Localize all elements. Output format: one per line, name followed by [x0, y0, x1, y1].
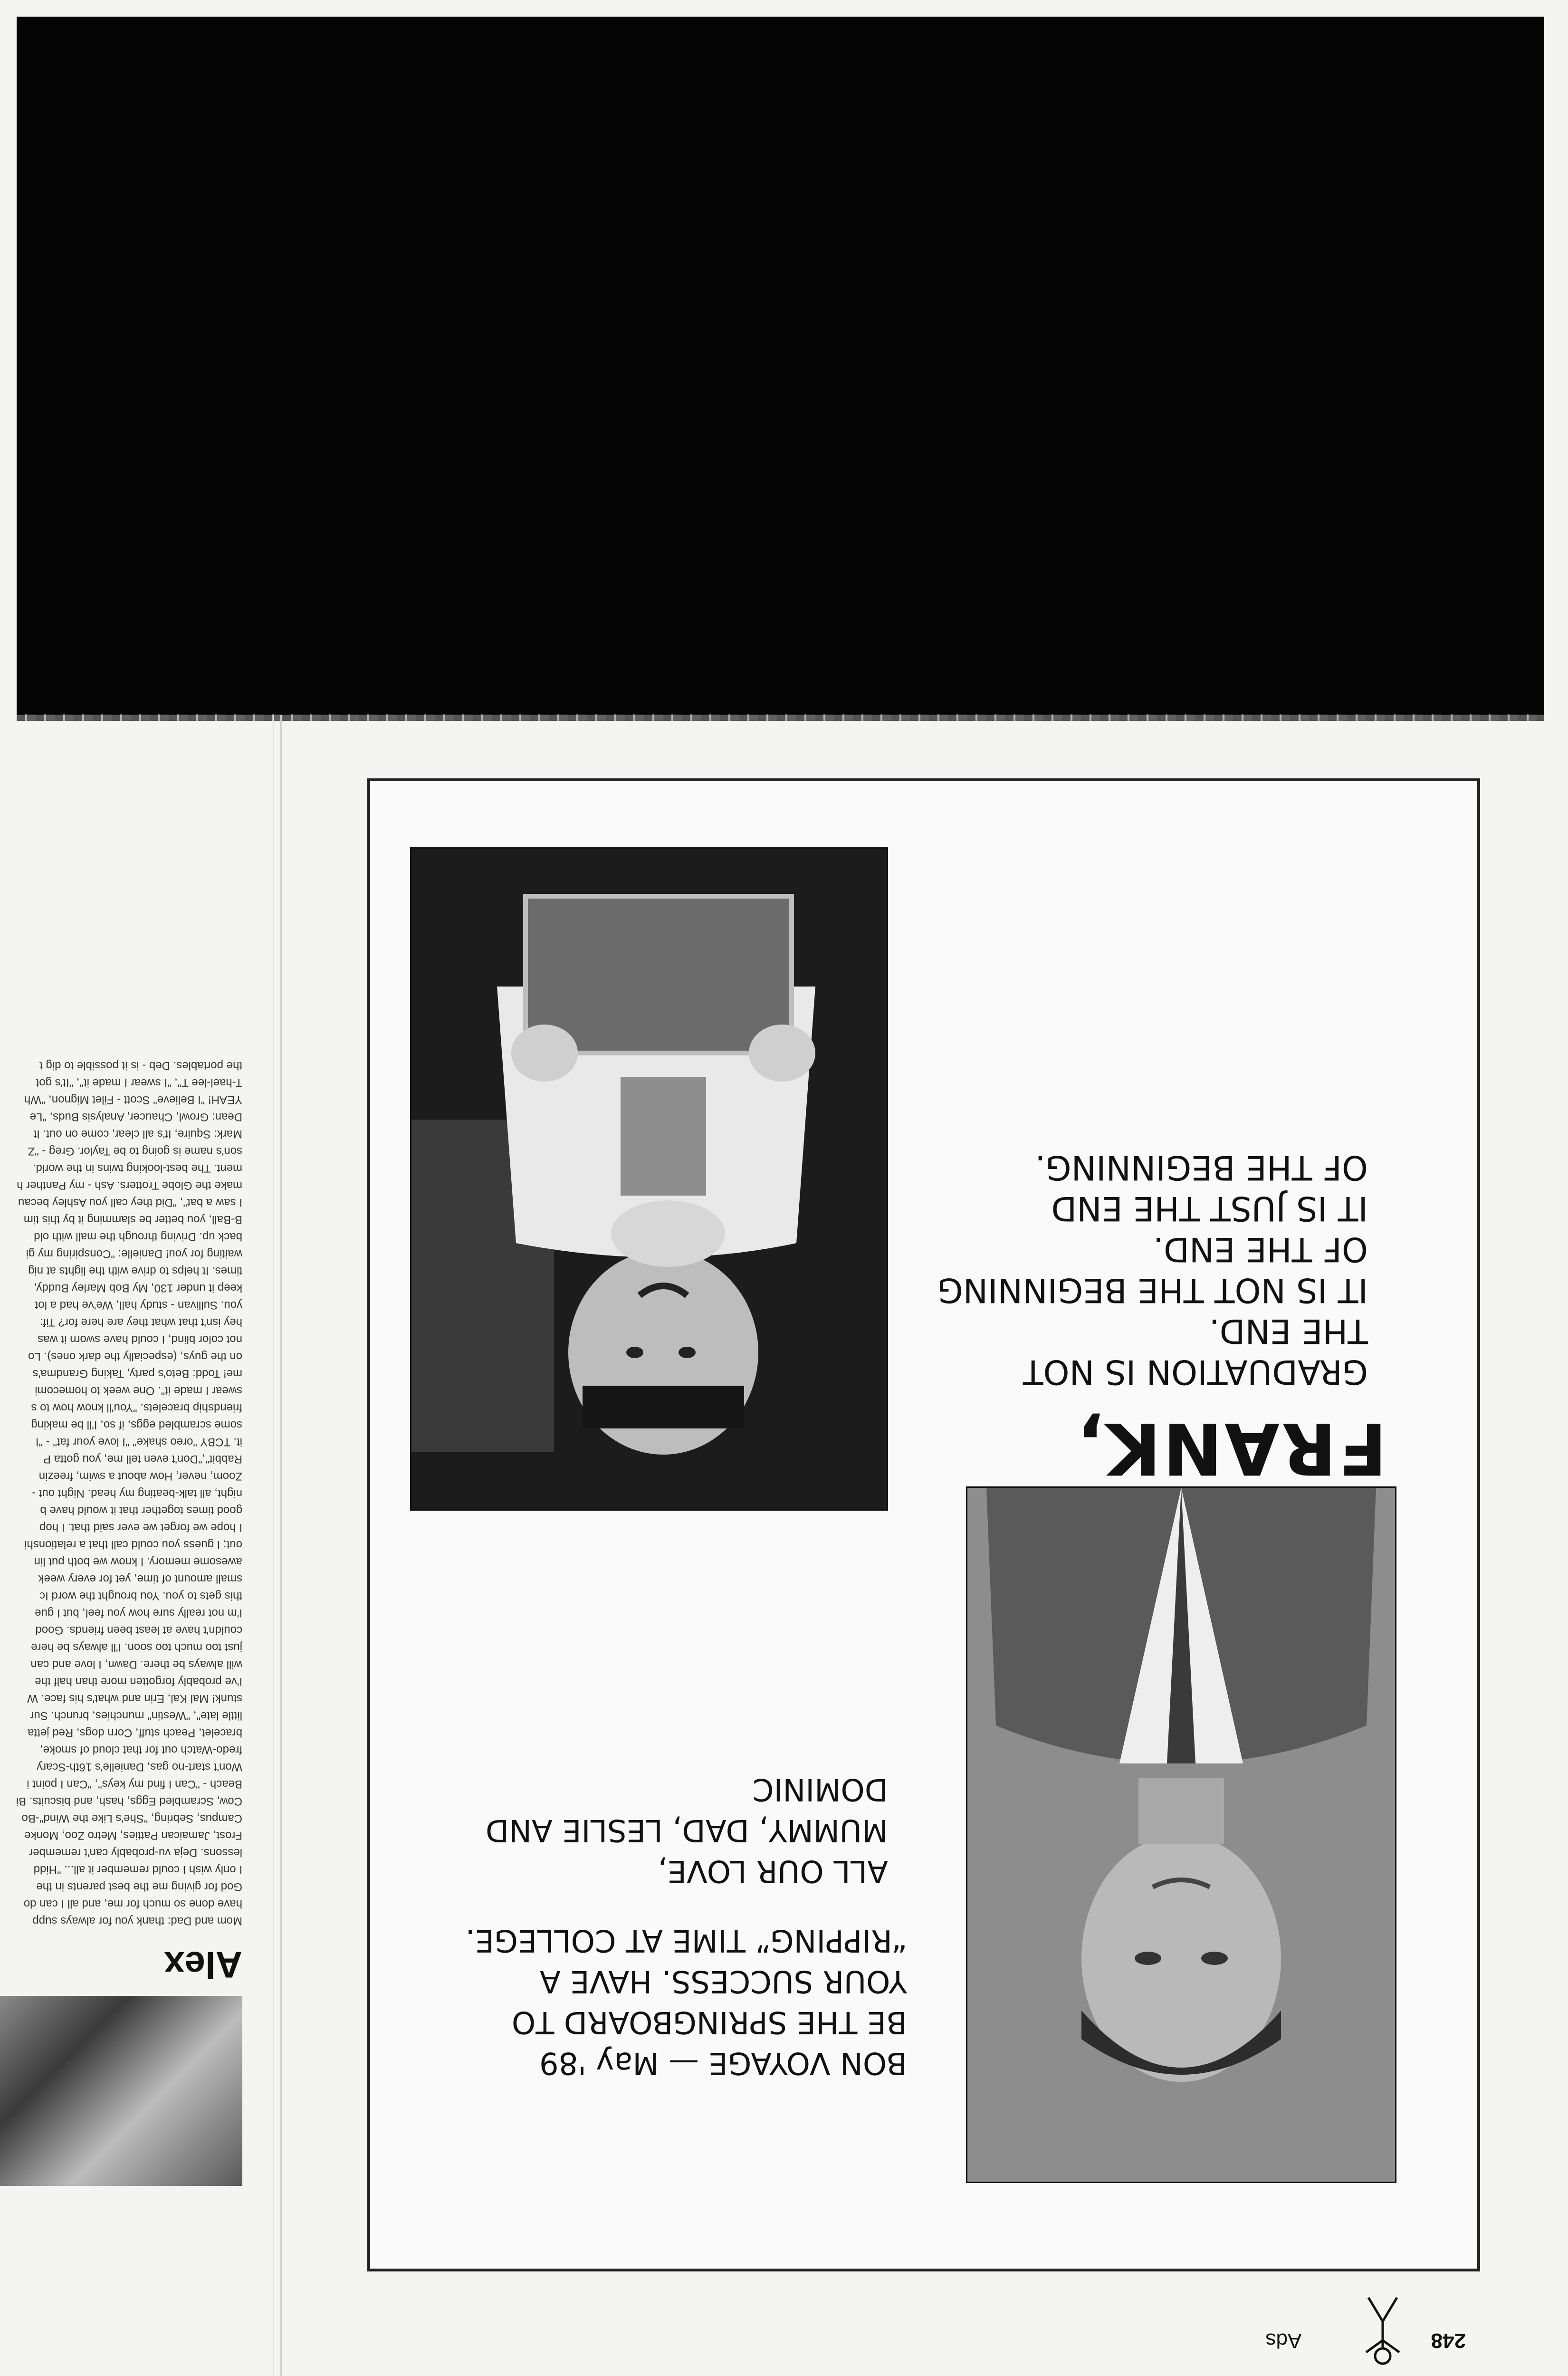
signature-line: ALL OUR LOVE,: [658, 1853, 888, 1888]
text-line: I only wish I could remember it all... "Hidd: [33, 1863, 242, 1876]
text-line: son's name is going to be Taylor. Greg - "Z: [28, 1145, 242, 1158]
text-line: fredo-Watch out for that cloud of smoke,: [40, 1744, 242, 1756]
text-line: bracelet, Peach stuff, Corn dogs, Red jetta: [28, 1726, 242, 1739]
text-line: you. Sullivan - study hall, We've had a lot: [35, 1299, 242, 1312]
text-line: me! Todd: Beto's party, Taking Grandma's: [32, 1367, 242, 1380]
text-line: I've probably forgotten more than half the: [35, 1675, 242, 1688]
adjacent-page-title: Alex: [164, 1944, 242, 1986]
text-line: God for giving me the best parents in the: [36, 1880, 242, 1893]
text-line: make the Globe Trotters. Ash - my Panther h: [17, 1179, 242, 1192]
text-line: small amount of time, yet for every week: [38, 1572, 242, 1585]
text-line: keep it under 130, My Bob Marley Buddy,: [34, 1282, 242, 1294]
text-line: Mark: Squire, It's all clear, come on out. It: [33, 1128, 242, 1140]
ad-recipient-name: FRANK,: [1075, 1407, 1387, 1489]
text-line: it. TCBY "oreo shake" "I love your fat" - "I: [35, 1436, 242, 1448]
text-line: out; I guess you could call that a relationshi: [24, 1538, 242, 1551]
text-line: Rabbit","Don't even tell me, you gotta P: [43, 1453, 242, 1466]
text-line: YEAH! "I Believe" Scott - Filet Mignon, "Wh: [24, 1093, 242, 1106]
text-line: have done so much for me, and all I can do: [23, 1897, 242, 1910]
text-line: some scrambled eggs, if so, I'll be making: [31, 1418, 242, 1431]
graduation-line: IT IS NOT THE BEGINNING: [937, 1271, 1368, 1310]
graduate-portrait: [966, 1486, 1396, 2183]
graduation-line: GRADUATION IS NOT: [1023, 1352, 1368, 1391]
message-line: BON VOYAGE — May '89: [539, 2045, 907, 2080]
adjacent-page-photo: [0, 1996, 242, 2186]
text-line: back up. Driving through the mall with old: [34, 1230, 242, 1243]
graduation-line: THE END.: [1209, 1312, 1368, 1351]
ad-message: [403, 1769, 907, 2083]
text-line: I saw a bat", "Did they call you Ashley becau: [18, 1196, 242, 1209]
message-line: “RIPPING” TIME AT COLLEGE.: [465, 1923, 907, 1958]
text-line: Mom and Dad: thank you for always supp: [32, 1915, 242, 1927]
text-line: Frost, Jamaican Patties, Metro Zoo, Monke: [24, 1829, 242, 1842]
text-line: Cow, Scrambled Eggs, hash, and biscuits. Bi: [16, 1795, 242, 1808]
text-line: the portables. Deb - is it possible to dig t: [39, 1059, 242, 1072]
child-photo: [410, 847, 888, 1511]
section-label: Ads: [1265, 2329, 1302, 2352]
child-photo-illustration: [411, 849, 887, 1509]
ad-frame: [367, 778, 1480, 2271]
signature-line: MUMMY, DAD, LESLIE AND: [485, 1812, 888, 1848]
text-line: Won't start-no gas, Danielle's 16th-Scary: [37, 1761, 242, 1773]
text-line: little late", "Westin" munchies, brunch. Sur: [30, 1709, 242, 1722]
text-line: ment. The best-looking twins in the world.: [32, 1162, 242, 1175]
text-line: lessons. Deja vu-probably can't remember: [29, 1846, 242, 1859]
text-line: awesome memory. I know we both put lin: [34, 1555, 242, 1568]
text-line: Beach - "Can I find my keys", "Can I point i: [27, 1778, 242, 1791]
text-line: swear I made it". One week to homecomi: [35, 1384, 242, 1397]
text-line: T-hael-lee T", "I swear I made it", "It's got: [36, 1076, 242, 1089]
page-number: 248: [1431, 2329, 1466, 2352]
stick-figure-icon: [1361, 2295, 1404, 2366]
graduation-line: OF THE END.: [1153, 1230, 1368, 1269]
message-line: YOUR SUCCESS. HAVE A: [540, 1964, 907, 1999]
graduate-portrait-illustration: [967, 1488, 1395, 2182]
text-line: will always be there. Dawn, I love and can: [30, 1658, 242, 1671]
text-line: just too much too soon. I'll always be here: [31, 1641, 242, 1654]
ad-signature: [403, 1769, 888, 1891]
text-line: Campus, Sebring, "She's Like the Wind"-Bo: [21, 1812, 242, 1825]
ad-page: [278, 760, 1547, 2376]
signature-line: DOMINIC: [752, 1772, 888, 1807]
text-line: Zoom, never, How about a swim, freezin: [38, 1470, 242, 1483]
text-line: B-Ball, you better be slamming it by this tim: [23, 1213, 242, 1226]
text-line: times. It helps to drive with the lights at nig: [28, 1265, 242, 1277]
graduation-line: IT IS JUST THE END: [1051, 1189, 1368, 1228]
graduation-text: [912, 1147, 1387, 1489]
rotated-yearbook-spread: [0, 715, 1568, 2376]
text-line: this gets to you. You brought the word Ic: [39, 1590, 242, 1602]
text-line: I'm not really sure how you feel, but I gue: [35, 1607, 242, 1619]
text-line: hey isn't that what they are here for? Tif:: [39, 1316, 242, 1329]
scanner-background: [17, 17, 1544, 715]
message-line: BE THE SPRINGBOARD TO: [511, 2004, 907, 2040]
text-line: on the guys, (especially the dark ones). Lo: [28, 1350, 242, 1363]
text-line: good times together that it would have b: [40, 1504, 242, 1517]
text-line: friendship bracelets. "You'll know how to s: [31, 1401, 242, 1414]
adjacent-page: [0, 798, 242, 2366]
text-line: not color blind, I could have sworn it was: [38, 1333, 242, 1346]
text-line: night, all talk-beating my head. Night out -: [32, 1487, 242, 1500]
text-line: stunk! Mal Kal, Erin and what's his face. W: [27, 1692, 242, 1705]
graduation-line: OF THE BEGINNING.: [1035, 1148, 1368, 1187]
text-line: couldn't have at least been friends. Good: [35, 1624, 242, 1637]
text-line: Dean: Growl, Chaucer, Analysis Buds, "Le: [29, 1111, 242, 1123]
adjacent-page-text: [0, 1057, 242, 1929]
text-line: waiting for you! Danielle: "Conspiring my gi: [26, 1247, 242, 1260]
text-line: I hope we forget we ever said that. I hop: [39, 1521, 242, 1534]
